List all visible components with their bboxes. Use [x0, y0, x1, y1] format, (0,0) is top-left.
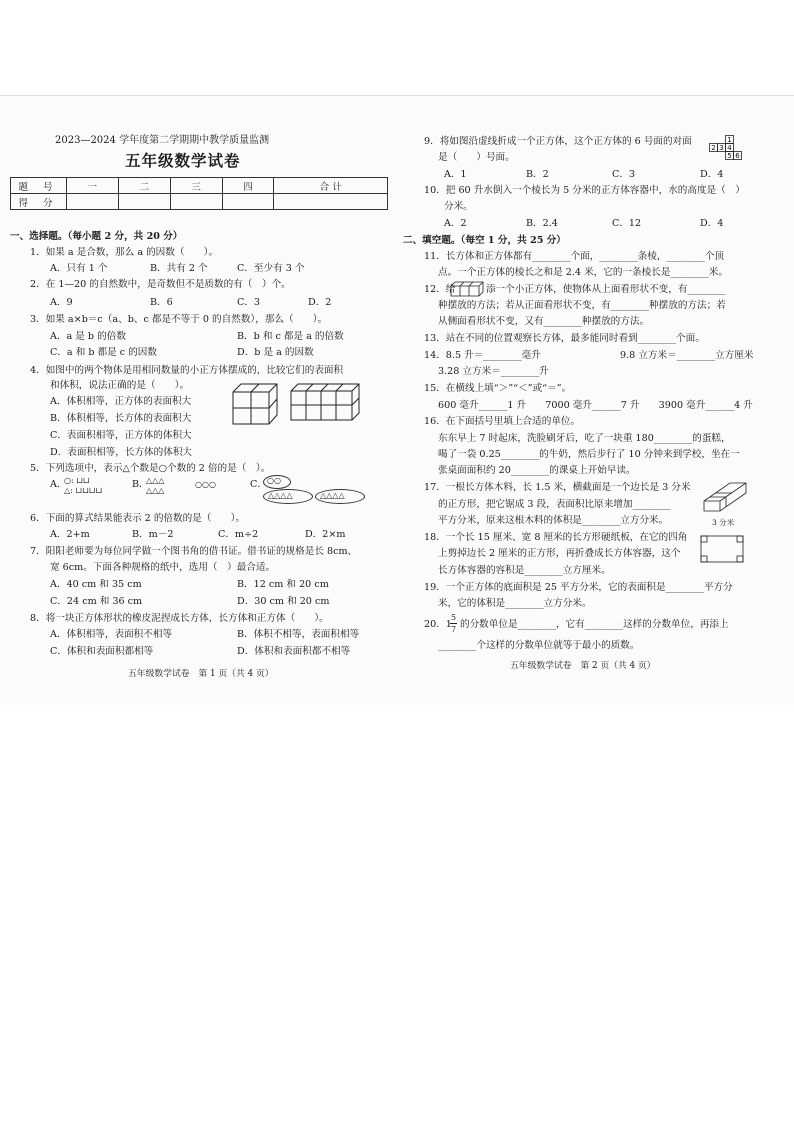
section-heading: 一、选择题。（每小题 2 分，共 20 分）	[10, 231, 183, 242]
fill-line: 9.8 立方米＝________立方厘米	[620, 350, 754, 361]
fraction-numerator: 5	[451, 613, 457, 622]
cardboard-figure	[700, 535, 744, 563]
option: A．2+m	[50, 529, 90, 540]
net-label: 5	[727, 152, 732, 160]
header-year: 2023—2024 学年度第二学期期中教学质量监测	[55, 135, 270, 146]
option-b-symbols-row3: ○○○	[195, 480, 216, 489]
option: D．体积和表面积都不相等	[237, 646, 351, 657]
option: A．2	[444, 218, 467, 229]
page-title: 五年级数学试卷	[125, 151, 241, 170]
fill-line: 从侧面看形状不变，又有________种摆放的方法。	[438, 316, 650, 327]
score-input[interactable]	[222, 194, 274, 210]
option: B．共有 2 个	[150, 263, 208, 274]
question-stem: 7．阳阳老师要为每位同学做一个图书角的借书证。借书证的规格是长 8cm、	[30, 546, 358, 557]
option: B．6	[150, 297, 173, 308]
fill-line: 16．在下面括号里填上合适的单位。	[424, 416, 581, 427]
fill-line: 的分数单位是________，它有________这样的分数单位，再添上	[460, 619, 729, 630]
fill-line: 18．一个长 15 厘米、宽 8 厘米的长方形硬纸板，在它的四角	[424, 532, 688, 543]
score-input[interactable]	[118, 194, 170, 210]
option: C．a 和 b 都是 c 的因数	[50, 347, 157, 358]
score-input[interactable]	[170, 194, 222, 210]
option: D．b 是 a 的因数	[237, 347, 314, 358]
net-label: 2	[711, 144, 716, 152]
oval-triangles: △△△△	[320, 491, 345, 500]
fill-line: 600 毫升______1 升 7000 毫升______7 升 3900 毫升______4 升	[438, 400, 753, 411]
fill-line: 张桌面面积约 20________的课桌上开始早读。	[438, 465, 636, 476]
fill-line: 12．给	[424, 284, 456, 295]
option: D．2×m	[305, 529, 346, 540]
question-stem-cont: 是（ ）号面。	[438, 152, 515, 163]
fill-line: 喝了一袋 0.25________的牛奶，然后步行了 10 分钟来到学校，坐在一	[438, 449, 740, 460]
score-cell: 三	[170, 178, 222, 194]
fill-line: 种摆放的方法；若从正面看形状不变，有________种摆放的方法；若	[438, 300, 726, 311]
score-cell: 题 号	[11, 178, 67, 194]
option: B．体积相等，长方体的表面积大	[50, 413, 192, 424]
figure-label: 3 分米	[712, 518, 735, 527]
fill-line: 3.28 立方米＝________升	[438, 366, 549, 377]
option: A．a 是 b 的倍数	[50, 331, 126, 342]
fill-line: 19．一个正方体的底面积是 25 平方分米，它的表面积是________平方分	[424, 582, 733, 593]
question-stem: 9．将如图沿虚线折成一个正方体，这个正方体的 6 号面的对面	[424, 136, 692, 147]
option: C．至少有 3 个	[237, 263, 305, 274]
exam-sheet	[0, 95, 794, 705]
fill-line: ________个这样的分数单位就等于最小的质数。	[438, 640, 640, 651]
question-stem-cont: 和体积，说法正确的是（ ）。	[50, 380, 190, 391]
cube-stack-figure	[232, 383, 278, 425]
option: A．体积相等，表面积不相等	[50, 629, 173, 640]
net-label: 3	[719, 144, 724, 152]
option: D．30 cm 和 20 cm	[237, 596, 330, 607]
page-footer: 五年级数学试卷 第 2 页（共 4 页）	[510, 661, 656, 671]
option: A．1	[444, 169, 467, 180]
option: D．4	[700, 218, 724, 229]
fill-line: 平方分米，原来这根木料的体积是________立方分米。	[438, 515, 669, 526]
fill-line: 14．8.5 升＝________毫升	[424, 350, 541, 361]
fill-line: 20．1	[424, 619, 452, 630]
option: A．只有 1 个	[50, 263, 108, 274]
option: D．表面积相等，长方体的体积大	[50, 447, 193, 458]
fill-line: 东东早上 7 时起床，洗脸刷牙后，吃了一块重 180________的蛋糕，	[438, 433, 731, 444]
question-stem: 2．在 1—20 的自然数中，是奇数但不是质数的有（ ）个。	[30, 279, 291, 290]
fill-line: 17．一根长方体木料，长 1.5 米，横截面是一个边长是 3 分米	[424, 482, 691, 493]
page-footer: 五年级数学试卷 第 1 页（共 4 页）	[128, 669, 274, 679]
question-stem-cont: 分米。	[444, 201, 473, 212]
option-b-symbols-row2: △△△	[146, 486, 165, 495]
option: A．9	[50, 297, 73, 308]
fill-line: 11．长方体和正方体都有________个面，________条棱，________个顶	[424, 251, 725, 262]
question-stem: 3．如果 a×b＝c（a、b、c 都是不等于 0 的自然数），那么（ ）。	[30, 314, 328, 325]
option: D．2	[308, 297, 332, 308]
score-cell: 四	[222, 178, 274, 194]
question-stem: 5．下列选项中，表示△个数是○个数的 2 倍的是（ ）。	[30, 463, 271, 474]
score-row-score	[11, 194, 388, 210]
option: C．体积和表面积都相等	[50, 646, 154, 657]
option-a-symbols-row2: △: ⊔⊔⊔⊔	[64, 486, 103, 495]
wood-beam-figure	[702, 481, 748, 515]
net-label: 1	[727, 136, 732, 144]
option: A．体积相等，正方体的表面积大	[50, 396, 192, 407]
fraction-denominator: 7	[451, 625, 457, 634]
oval-triangles: △△△△	[268, 491, 293, 500]
score-cell: 二	[118, 178, 170, 194]
question-stem-cont: 宽 6cm。下面各种规格的纸中，选用（ ）最合适。	[50, 562, 276, 573]
option: B．	[132, 479, 149, 490]
fill-line: 13．站在不同的位置观察长方体，最多能同时看到________个面。	[424, 333, 705, 344]
score-input[interactable]	[274, 194, 388, 210]
fill-line: 15．在横线上填“＞”“＜”或“＝”。	[424, 383, 572, 394]
option-b-symbols-row1: △△△	[146, 476, 165, 485]
option: B．12 cm 和 20 cm	[237, 579, 329, 590]
option: C．12	[612, 218, 642, 229]
fill-line: 长方体容器的容积是________立方厘米。	[438, 565, 611, 576]
oval-circles: ○○	[267, 476, 281, 485]
section-heading: 二、填空题。（每空 1 分，共 25 分）	[403, 235, 566, 246]
option-a-symbols-row1: ○: ⊔⊔	[64, 476, 90, 485]
option: C．m÷2	[218, 529, 259, 540]
score-cell: 一	[67, 178, 119, 194]
option: B．2.4	[526, 218, 558, 229]
option: B．m－2	[132, 529, 174, 540]
option: C．3	[237, 297, 261, 308]
cuboid-figure	[290, 383, 360, 421]
score-cell: 合 计	[274, 178, 388, 194]
fraction-bar	[450, 623, 457, 624]
score-cell: 得 分	[11, 194, 67, 210]
question-stem: 6．下面的算式结果能表示 2 的倍数的是（ ）。	[30, 513, 245, 524]
fill-line: 点。一个正方体的棱长之和是 2.4 米，它的一条棱长是________米。	[438, 267, 728, 278]
option: A．	[50, 479, 67, 490]
question-stem: 8．将一块正方体形状的橡皮泥捏成长方体，长方体和正方体（ ）。	[30, 613, 329, 624]
option: C．表面积相等，正方体的体积大	[50, 430, 192, 441]
option: C．	[250, 479, 267, 490]
score-table	[10, 177, 388, 210]
net-label: 6	[735, 152, 740, 160]
option: C．24 cm 和 36 cm	[50, 596, 143, 607]
question-stem: 10．把 60 升水倒入一个棱长为 5 分米的正方体容器中，水的高度是（ ）	[424, 185, 745, 196]
fill-line: 添一个小正方体，使物体从上面看形状不变，有________	[486, 284, 726, 295]
option: B．体积不相等，表面积相等	[237, 629, 360, 640]
question-stem: 4．如图中的两个物体是用相同数量的小正方体摆成的，比较它们的表面积	[30, 365, 344, 376]
question-stem: 1．如果 a 是合数，那么 a 的因数（ ）。	[30, 247, 219, 258]
fill-line: 上剪掉边长 2 厘米的正方形，再折叠成长方体容器，这个	[438, 548, 681, 559]
option: B．2	[526, 169, 549, 180]
option: D．4	[700, 169, 724, 180]
option: C．3	[612, 169, 636, 180]
fill-line: 的正方形，把它锯成 3 段，表面积比原来增加________	[438, 499, 671, 510]
fill-line: 米，它的体积是________立方分米。	[438, 598, 592, 609]
small-cubes-figure	[450, 281, 484, 297]
option: A．40 cm 和 35 cm	[50, 579, 142, 590]
score-input[interactable]	[67, 194, 119, 210]
net-label: 4	[727, 144, 732, 152]
score-row-header	[11, 178, 388, 194]
cube-net-figure	[707, 135, 743, 161]
option: B．b 和 c 都是 a 的倍数	[237, 331, 344, 342]
